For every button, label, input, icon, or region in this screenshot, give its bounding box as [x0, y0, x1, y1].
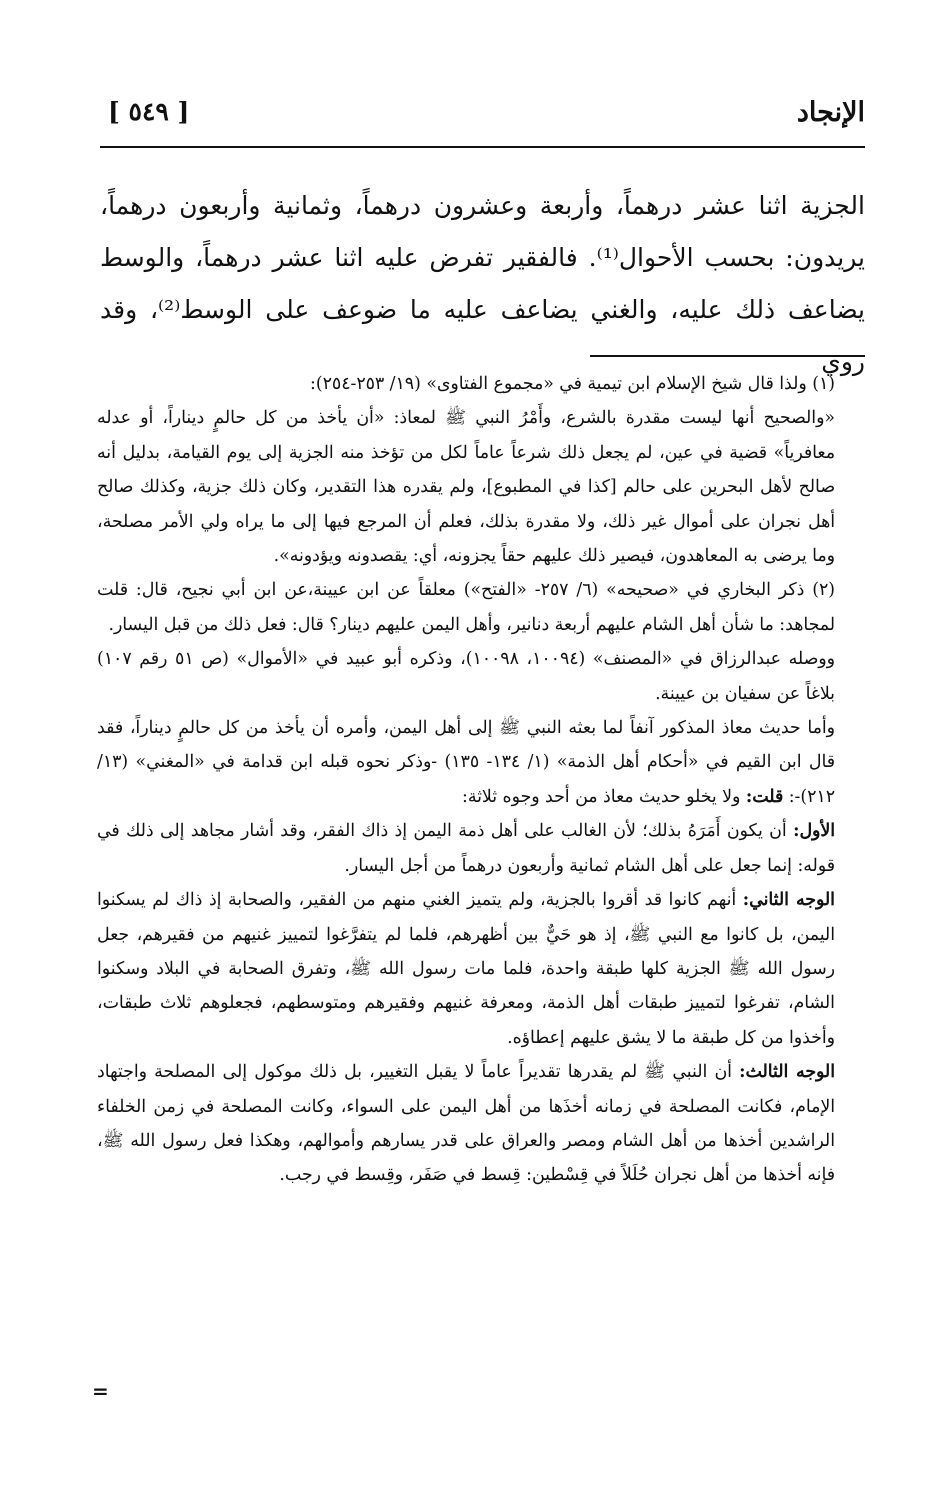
second-label: الوجه الثاني: — [742, 890, 835, 911]
main-paragraph: الجزية اثنا عشر درهماً، وأربعة وعشرون درهماً، وثمانية وأربعون درهماً، يريدون: بحسب الأحوال⁽¹⁾. فالفقير تفرض عليه اثنا عشر درهماً، والوسط يضاعف ذلك عليه، والغني يضاعف عليه ما ضوعف على الوسط⁽²⁾، وقد روي — [100, 191, 865, 376]
continuation-mark: = — [92, 1379, 109, 1403]
point-first — [97, 814, 865, 883]
footnote-2-muadh — [97, 711, 865, 814]
third-text: أن النبي ﷺ لم يقدرها تقديراً عاماً لا يقبل التغيير، بل ذلك موكول إلى المصلحة واجتهاد الإمام، فكانت المصلحة في زمانه أخذَها من أهل اليمن على السواء، وكانت المصلحة في زمن الخلفاء الراشدين أخذها من أهل الشام ومصر والعراق على قدر يسارهم وأموالهم، وهكذا فعل رسول الله ﷺ، فإنه أخذها من أهل نجران حُلَلاً في قِسْطين: قِسط في صَفَر، وقِسط في رجب. — [97, 1062, 835, 1186]
footnote-separator — [590, 355, 865, 357]
footnote-1-intro: (١) ولذا قال شيخ الإسلام ابن تيمية في «مجموع الفتاوى» (١٩/ ٢٥٣-٢٥٤): — [310, 374, 835, 394]
point-second — [97, 883, 865, 1055]
qultu-text: ولا يخلو حديث معاذ من أحد وجوه ثلاثة: — [462, 786, 741, 807]
header-rule — [100, 146, 865, 148]
first-text: أن يكون أَمَرَهُ بذلك؛ لأن الغالب على أهل ذمة اليمن إذ ذاك الفقر، وقد أشار مجاهد إلى ذلك في قوله: إنما جعل على أهل الشام ثمانية وأربعون درهماً من أجل اليسار. — [97, 821, 835, 876]
third-label: الوجه الثالث: — [739, 1062, 835, 1083]
footnote-2-intro: (٢) ذكر البخاري في «صحيحه» (٦/ ٢٥٧- «الفتح») معلقاً عن ابن عيينة،عن ابن أبي نجيح، قال: قلت لمجاهد: ما شأن أهل الشام عليهم أربعة دنانير، وأهل اليمن عليهم دينار؟ قال: فعل ذلك من قبل اليسار. — [97, 580, 835, 635]
page-header — [100, 95, 865, 139]
muadh-text: وأما حديث معاذ المذكور آنفاً لما بعثه النبي ﷺ إلى أهل اليمن، وأمره أن يأخذ من كل حالمٍ ديناراً، فقد قال ابن القيم في «أحكام أهل الذمة» (١/ ١٣٤- ١٣٥) -وذكر نحوه قبله ابن قدامة في «المغني» (١٣/ ٢١٢)-: — [97, 718, 835, 807]
footnotes — [97, 367, 865, 1193]
footnote-1-quote: «والصحيح أنها ليست مقدرة بالشرع، وأَمْرُ النبي ﷺ لمعاذ: «أن يأخذ من كل حالمٍ ديناراً، أو عدله معافرياً» قضية في عين، لم يجعل ذلك شرعاً عاماً لكل من تؤخذ منه الجزية إلى يوم القيامة، بدليل أنه صالح لأهل البحرين على حالم [كذا في المطبوع]، ولم يقدره هذا التقدير، وكان ذلك جزية، وكذلك صالح أهل نجران على أموال غير ذلك، ولا مقدرة بذلك، فعلم أن المرجع فيها إلى ما يراه ولي الأمر مصلحة، وما يرضى به المعاهدون، فيصير ذلك عليهم حقاً يجزونه، أي: يقصدونه ويؤدونه». — [97, 408, 835, 567]
point-third — [97, 1055, 865, 1193]
qultu-label: قلت: — [745, 786, 784, 807]
page-number: [ ٥٤٩ ] — [108, 97, 190, 126]
running-title: الإنجاد — [796, 97, 865, 128]
first-label: الأول: — [793, 821, 836, 842]
footnote-2-wasl: ووصله عبدالرزاق في «المصنف» (١٠٠٩٤، ١٠٠٩٨)، وذكره أبو عبيد في «الأموال» (ص ٥١ رقم ١٠٧) بلاغاً عن سفيان بن عيينة. — [97, 649, 835, 704]
second-text: أنهم كانوا قد أقروا بالجزية، ولم يتميز الغني منهم من الفقير، والصحابة إذ ذاك لم يسكنوا اليمن، بل كانوا مع النبي ﷺ، إذ هو حَيٌّ بين أظهرهم، فلما لم يتفرَّغوا لتمييز غنيهم من فقيرهم، جعل رسول الله ﷺ الجزية كلها طبقة واحدة، فلما مات رسول الله ﷺ، وتفرق الصحابة في البلاد وسكنوا الشام، تفرغوا لتمييز طبقات أهل الذمة، ومعرفة غنيهم وفقيرهم ومتوسطهم، فجعلوهم ثلاث طبقات، وأخذوا من كل طبقة ما لا يشق عليهم إعطاؤه. — [97, 890, 835, 1048]
